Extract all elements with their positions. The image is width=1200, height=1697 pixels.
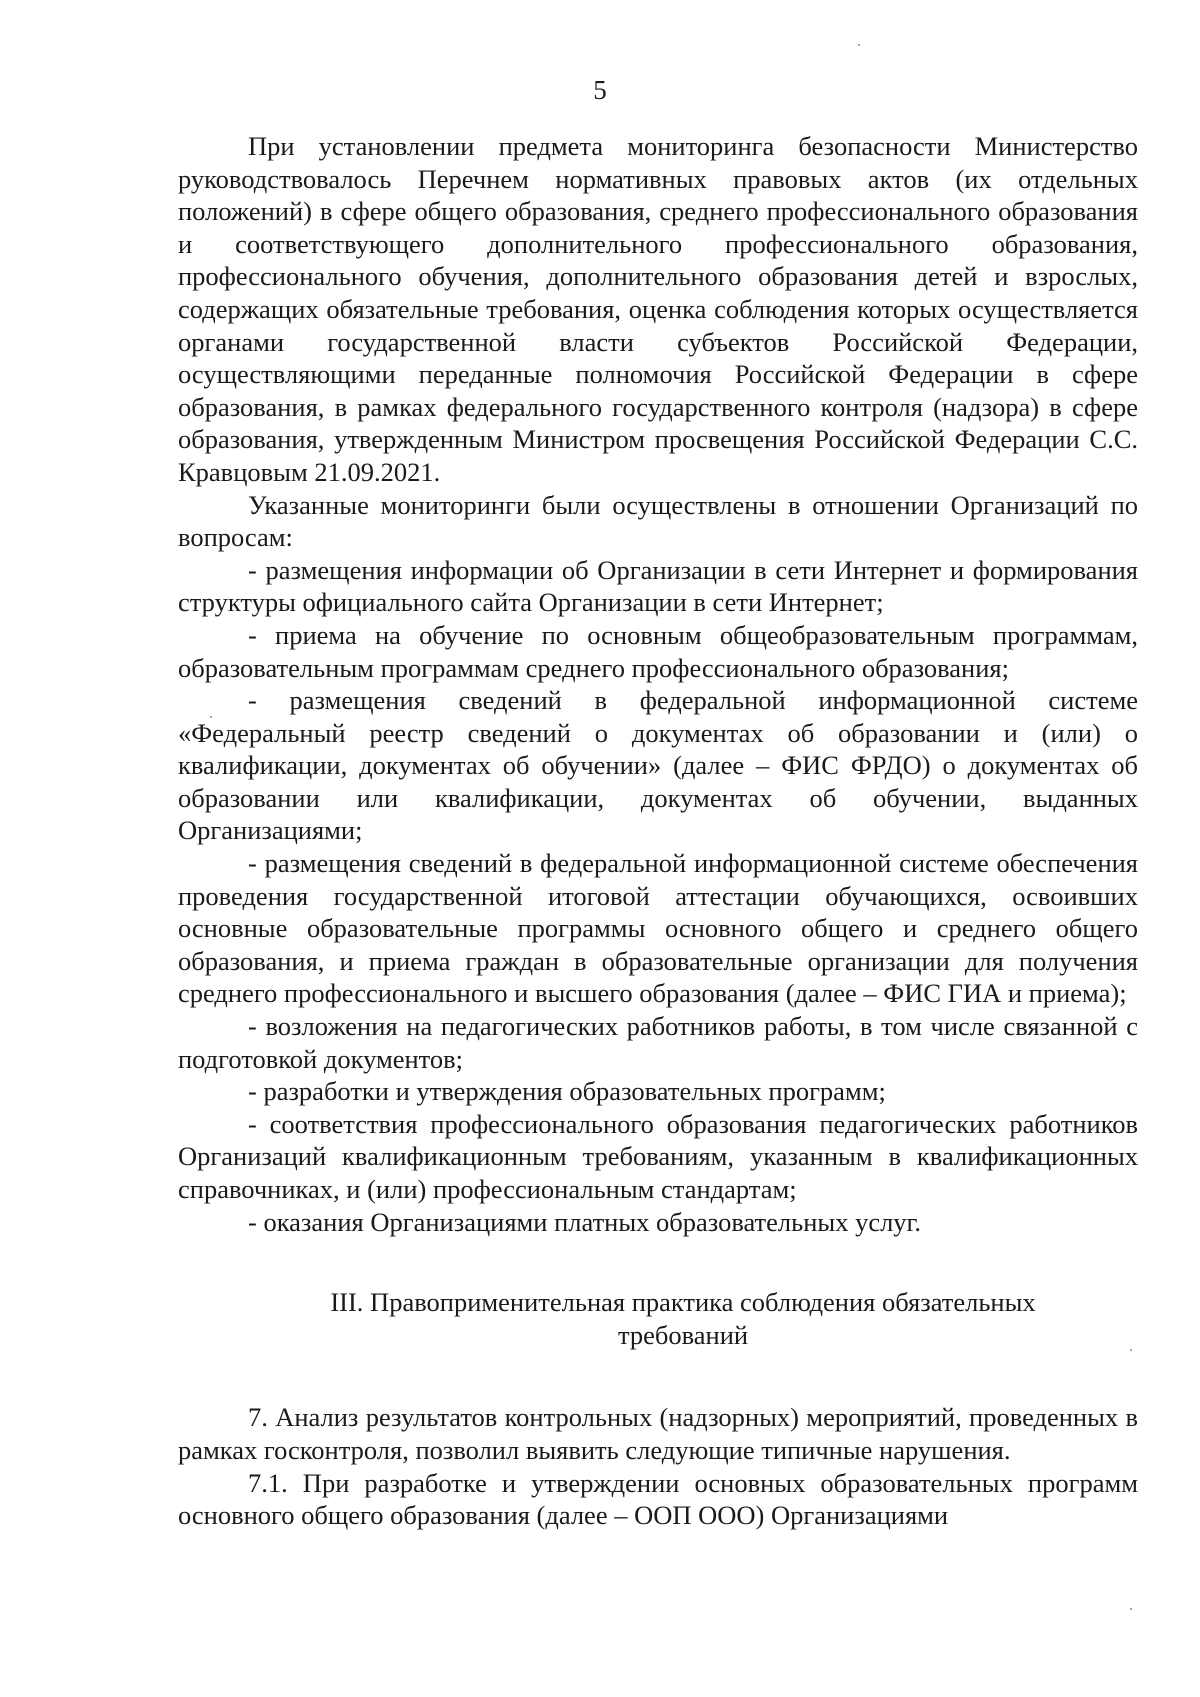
list-item-internet-info: - размещения информации об Организации в сети Интернет и формирования структуры официального сайта Организации в сети Интернет; xyxy=(178,554,1138,618)
list-item-paid-services: - оказания Организациями платных образовательных услуг. xyxy=(248,1206,922,1237)
paragraph-monitoring-scope: Указанные мониторинги были осуществлены в отношении Организаций по вопросам: xyxy=(178,489,1138,553)
list-item-teacher-workload: - возложения на педагогических работников работы, в том числе связанной с подготовкой документов; xyxy=(178,1011,1138,1074)
scan-speck xyxy=(858,44,860,46)
scan-speck xyxy=(1130,1608,1132,1610)
section-heading-line-2: требований xyxy=(617,1319,749,1350)
list-item-qualification: - соответствия профессионального образования педагогических работников Организаций квалификационным требованиям, указанным в квалификационных справочниках, и (или) профессиональным стандартам; xyxy=(178,1108,1138,1204)
page-number: 5 xyxy=(593,75,607,105)
paragraph-7: 7. Анализ результатов контрольных (надзорных) мероприятий, проведенных в рамках госконтроля, позволил выявить следующие типичные нарушения. xyxy=(178,1402,1138,1465)
scan-speck xyxy=(1130,1349,1132,1351)
section-heading-line-1: III. Правоприменительная практика соблюдения обязательных xyxy=(330,1287,1036,1318)
list-item-admission: - приема на обучение по основным общеобразовательным программам, образовательным программам среднего профессионального образования; xyxy=(178,619,1138,683)
paragraph-monitoring-subject: При установлении предмета мониторинга безопасности Министерство руководствовалось Перечнем нормативных правовых актов (их отдельных положений) в сфере общего образования, среднего профессионального образования и соответствующего дополнительного профессионального образования, профессионального обучения, дополнительного образования детей и взрослых, содержащих обязательные требования, оценка соблюдения которых осуществляется органами государственной власти субъектов Российской Федерации, осуществляющими переданные полномочия Российской Федерации в сфере образования, в рамках федерального государственного контроля (надзора) в сфере образования, утвержденным Министром просвещения Российской Федерации С.С. Кравцовым 21.09.2021. xyxy=(178,131,1138,487)
list-item-programs: - разработки и утверждения образовательных программ; xyxy=(248,1076,886,1107)
paragraph-7-1: 7.1. При разработке и утверждении основных образовательных программ основного общего образования (далее – ООП ООО) Организациями xyxy=(178,1467,1138,1531)
section-heading xyxy=(178,1286,1138,1351)
scan-speck xyxy=(210,716,212,718)
list-item-fis-gia: - размещения сведений в федеральной информационной системе обеспечения проведения государственной итоговой аттестации обучающихся, освоивших основные образовательные программы основного общего и среднего общего образования, и приема граждан в образовательные организации для получения среднего профессионального и высшего образования (далее – ФИС ГИА и приема); xyxy=(178,848,1138,1009)
document-body xyxy=(178,130,1138,1532)
list-item-fis-frdo: - размещения сведений в федеральной информационной системе «Федеральный реестр сведений о документах об образовании и (или) о квалификации, документах об обучении» (далее – ФИС ФРДО) о документах об образовании или квалификации, документах об обучении, выданных Организациями; xyxy=(178,685,1138,846)
